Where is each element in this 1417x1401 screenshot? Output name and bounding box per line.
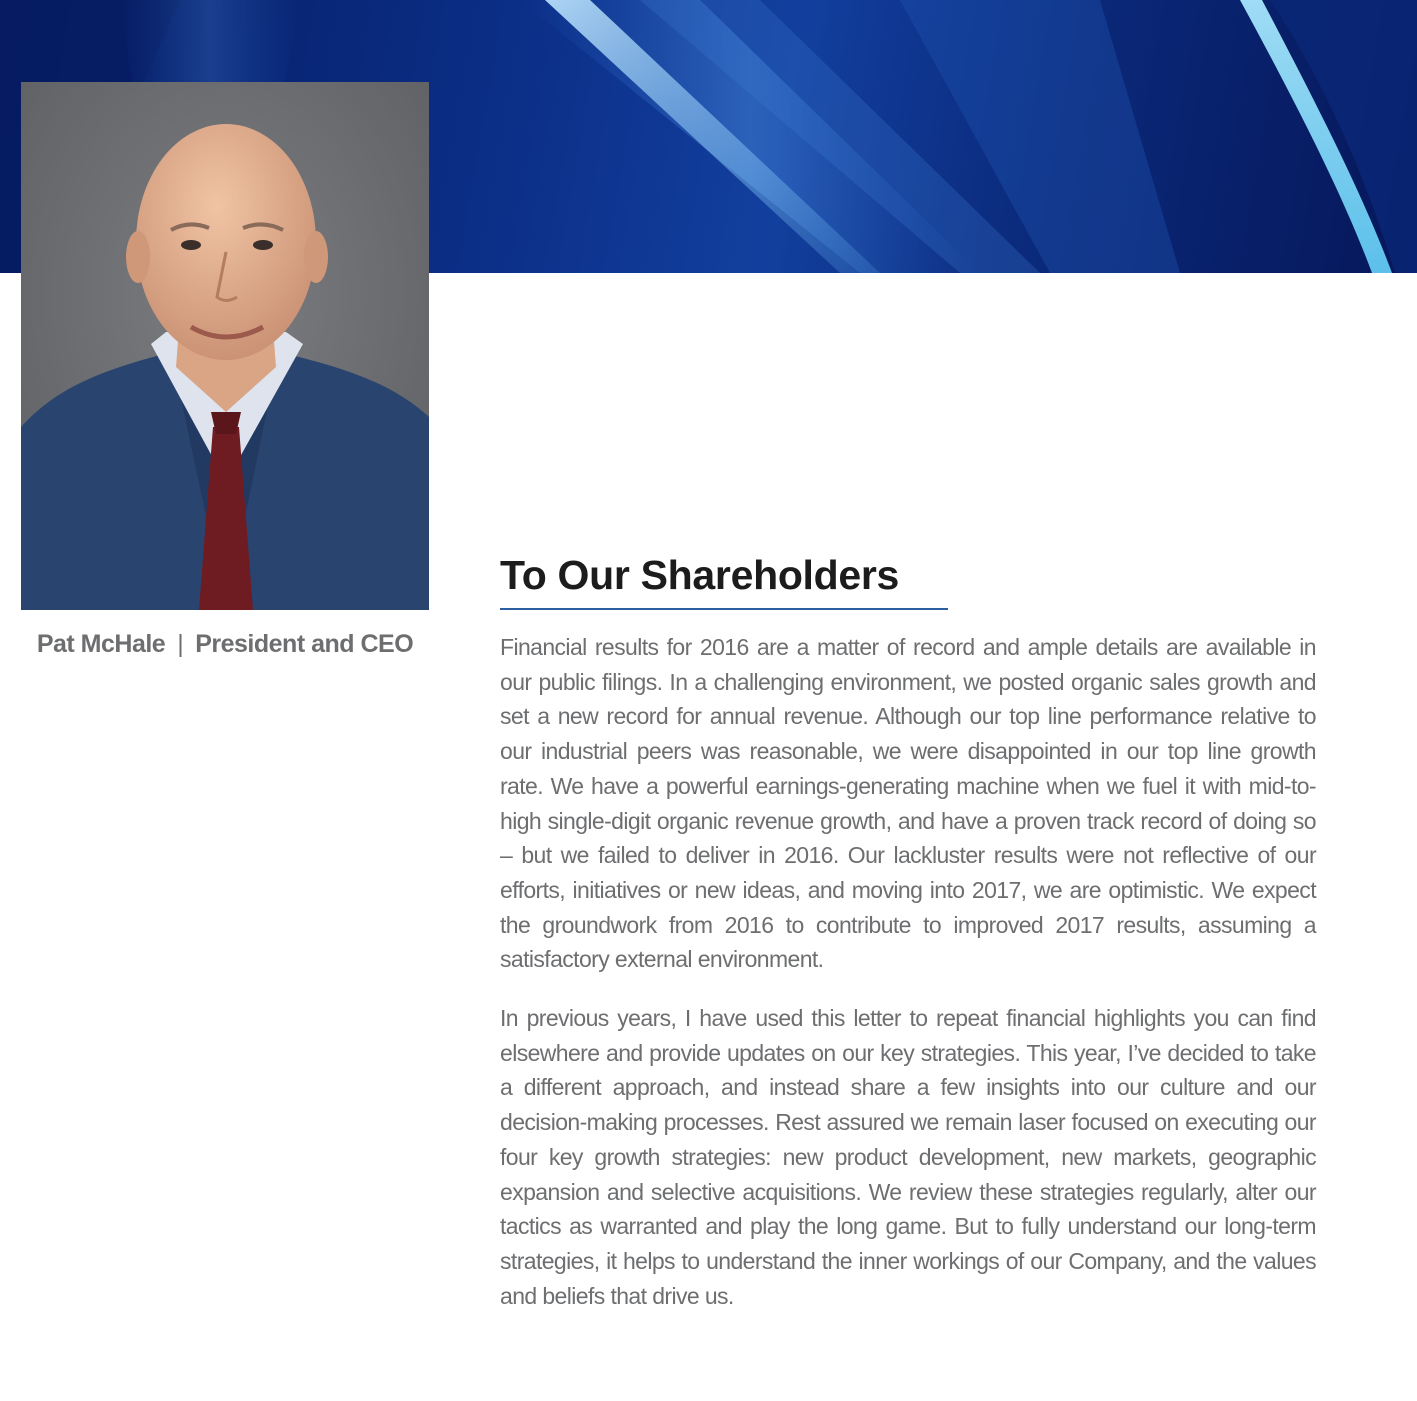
portrait-caption [21,630,429,659]
ceo-role: President and CEO [195,630,414,658]
ceo-name: Pat McHale [36,630,166,658]
title-underline [500,608,948,610]
letter-title: To Our Shareholders [500,552,900,598]
ceo-portrait [21,82,429,610]
letter-paragraph: In previous years, I have used this letter to repeat financial highlights you can find elsewhere and provide updates on our key strategies. This year, I’ve decided to take a different approach, and instead share a few insights into our culture and our decision-making processes. Rest assured we remain laser focused on executing our four key growth strategies: new product development, new markets, geographic expansion and selective acquisitions. We review these strategies regularly, alter our tactics as warranted and play the long game. But to fully understand our long-term strategies, it helps to understand the inner workings of our Company, and the values and beliefs that drive us. [500,1005,1316,1309]
portrait-image [21,82,429,610]
letter-body [500,630,1316,1337]
caption-separator: | [177,630,184,658]
letter-paragraph: Financial results for 2016 are a matter of record and ample details are available in our public filings. In a challenging environment, we posted organic sales growth and set a new record for annual revenue. Although our top line performance relative to our industrial peers was reasonable, we were disappointed in our top line growth rate. We have a powerful earnings-generating machine when we fuel it with mid-to-high single-digit organic revenue growth, and have a proven track record of doing so – but we failed to deliver in 2016. Our lackluster results were not reflective of our efforts, initiatives or new ideas, and moving into 2017, we are optimistic. We expect the groundwork from 2016 to contribute to improved 2017 results, assuming a satisfactory external environment. [500,634,1316,973]
